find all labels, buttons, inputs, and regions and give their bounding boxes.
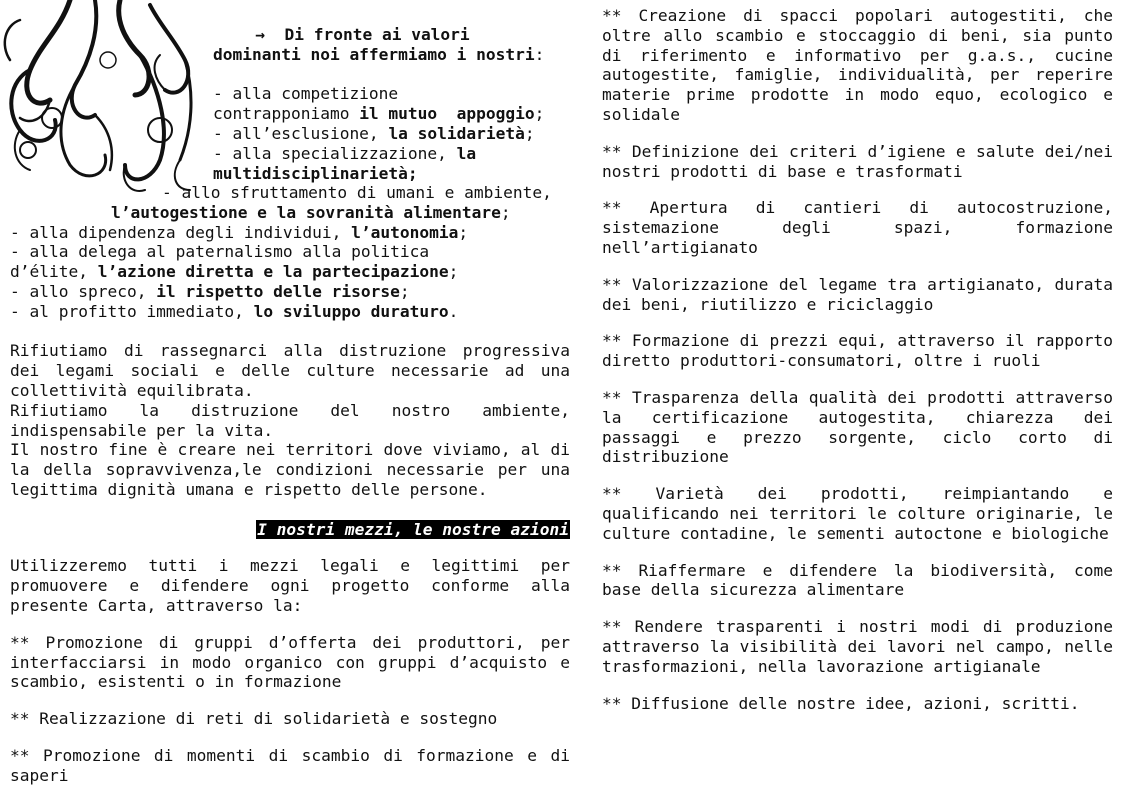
action-item: ** Creazione di spacci popolari autogestiti, che oltre allo scambio e stoccaggio di beni, sia punto di riferimento e informativo per g.a.s., cucine autogestite, famiglie, individualità, per reperire materie prime prodotte in modo equo, ecologico e solidale (602, 6, 1113, 124)
value-item: - alla competizione (213, 84, 399, 104)
arrow-icon: → (255, 25, 265, 44)
paragraph-refuse-social: Rifiutiamo di rassegnarci alla distruzione progressiva dei legami sociali e delle culture necessarie ad una collettività equilibrata. (10, 341, 570, 400)
action-item: ** Promozione di momenti di scambio di formazione e di saperi (10, 745, 570, 785)
value-item: contrapponiamo il mutuo appoggio; (213, 104, 545, 124)
value-item: - allo spreco, il rispetto delle risorse; (10, 281, 410, 301)
value-item: - alla specializzazione, la (213, 143, 477, 163)
action-item: ** Promozione di gruppi d’offerta dei produttori, per interfacciarsi in modo organico con gruppi d’acquisto e scambio, esistenti o in formazione (10, 632, 570, 692)
action-item: ** Apertura di cantieri di autocostruzione, sistemazione degli spazi, formazione nell’artigianato (602, 198, 1113, 257)
paragraph-refuse-environment: Rifiutiamo la distruzione del nostro ambiente, indispensabile per la vita. (10, 400, 570, 440)
action-item: ** Formazione di prezzi equi, attraverso il rapporto diretto produttori-consumatori, oltre i ruoli (602, 331, 1113, 371)
paragraph-goal: Il nostro fine è creare nei territori dove viviamo, al di la della sopravvivenza,le condizioni necessarie per una legittima dignità umana e rispetto delle persone. (10, 440, 570, 499)
action-item: ** Riaffermare e difendere la biodiversità, come base della sicurezza alimentare (602, 560, 1113, 600)
section-heading: I nostri mezzi, le nostre azioni (257, 519, 569, 539)
value-item: multidisciplinarietà; (213, 163, 418, 183)
value-item: l’autogestione e la sovranità alimentare; (111, 202, 511, 222)
right-column (602, 6, 1113, 713)
value-item: d’élite, l’azione diretta e la partecipazione; (10, 262, 459, 282)
values-list-continued (10, 183, 570, 786)
value-item: - alla delega al paternalismo alla politica (10, 242, 430, 262)
paragraph-means: Utilizzeremo tutti i mezzi legali e legittimi per promuovere e difendere ogni progetto conforme alla presente Carta, attraverso la: (10, 556, 570, 615)
values-list: → Di fronte ai valori dominanti noi affermiamo i nostri: - alla competizione contrapponiamo il mutuo appoggio; - all’esclusione, la solidarietà; - alla specializzazione, la multidisciplinarietà; (213, 25, 573, 183)
action-item: ** Valorizzazione del legame tra artigianato, durata dei beni, riutilizzo e riciclaggio (602, 274, 1113, 314)
action-item: ** Realizzazione di reti di solidarietà e sostegno (10, 709, 498, 729)
action-item: ** Diffusione delle nostre idee, azioni, scritti. (602, 693, 1080, 713)
value-item: - alla dipendenza degli individui, l’autonomia; (10, 222, 469, 242)
values-heading: → Di fronte ai valori (255, 25, 470, 44)
value-item: - all’esclusione, la solidarietà; (213, 123, 535, 143)
action-item: ** Varietà dei prodotti, reimpiantando e qualificando nei territori le colture originarie, le culture contadine, le sementi autoctone e biologiche (602, 484, 1113, 543)
action-item: ** Definizione dei criteri d’igiene e salute dei/nei nostri prodotti di base e trasformati (602, 141, 1113, 181)
action-item: ** Rendere trasparenti i nostri modi di produzione attraverso la visibilità dei lavori nel campo, nelle trasformazioni, nella lavorazione artigianale (602, 617, 1113, 676)
tree-roots-illustration (0, 0, 196, 200)
value-item: - al profitto immediato, lo sviluppo duraturo. (10, 301, 459, 321)
value-item: - allo sfruttamento di umani e ambiente, (162, 183, 552, 202)
action-item: ** Trasparenza della qualità dei prodotti attraverso la certificazione autogestita, chiarezza dei passaggi e prezzo sorgente, ciclo corto di distribuzione (602, 387, 1113, 467)
